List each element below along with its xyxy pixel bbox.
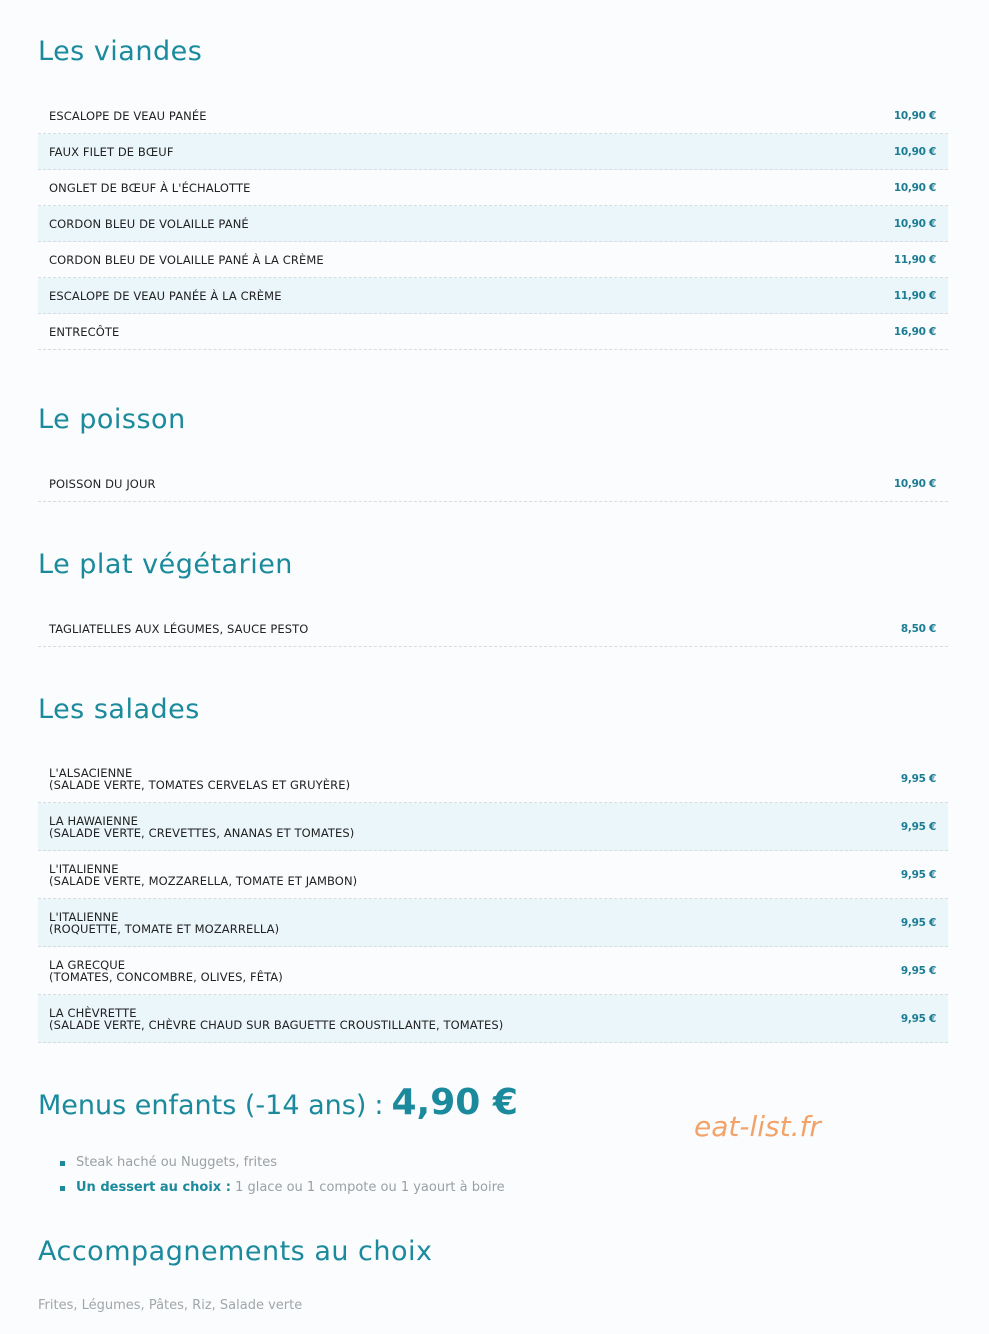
section-title-poisson: Le poisson [38, 404, 186, 435]
kids-menu-item-text: Steak haché ou Nuggets, frites [76, 1155, 278, 1170]
item-name: CORDON BLEU DE VOLAILLE PANÉ [49, 216, 249, 231]
item-price: 11,90 € [893, 289, 936, 302]
item-name: ESCALOPE DE VEAU PANÉE [49, 108, 207, 123]
item-name [49, 863, 357, 887]
section-title-accompagnements: Accompagnements au choix [38, 1236, 433, 1267]
section-title-vegetarien: Le plat végétarien [38, 549, 293, 580]
salad-description: (TOMATES, CONCOMBRE, OLIVES, FÊTA) [49, 969, 283, 984]
salad-description: (SALADE VERTE, MOZZARELLA, TOMATE ET JAMBON) [49, 873, 358, 888]
menu-item [38, 466, 948, 502]
item-price: 10,90 € [893, 181, 936, 194]
item-name: FAUX FILET DE BŒUF [49, 144, 174, 159]
salad-name: LA CHÈVRETTE [49, 1005, 137, 1020]
item-name: TAGLIATELLES AUX LÉGUMES, SAUCE PESTO [49, 621, 309, 636]
item-name: ENTRECÔTE [49, 324, 120, 339]
item-price: 9,95 € [900, 868, 936, 881]
menu-item [38, 98, 948, 134]
item-name [49, 911, 279, 935]
menu-item [38, 755, 948, 803]
menu-item [38, 278, 948, 314]
menu-item [38, 206, 948, 242]
salad-description: (SALADE VERTE, CREVETTES, ANANAS ET TOMATES) [49, 825, 355, 840]
item-price: 16,90 € [893, 325, 936, 338]
item-price: 9,95 € [900, 916, 936, 929]
item-price: 9,95 € [900, 964, 936, 977]
item-name: CORDON BLEU DE VOLAILLE PANÉ À LA CRÈME [49, 252, 324, 267]
item-price: 10,90 € [893, 217, 936, 230]
kids-menu-price: 4,90 € [391, 1082, 518, 1123]
section-title-viandes: Les viandes [38, 36, 203, 67]
item-name [49, 767, 350, 791]
item-name [49, 959, 283, 983]
salad-description: (ROQUETTE, TOMATE ET MOZARRELLA) [49, 921, 280, 936]
kids-menu-item [60, 1152, 505, 1177]
menu-item [38, 134, 948, 170]
salad-name: LA GRECQUE [49, 957, 126, 972]
salad-name: L'ITALIENNE [49, 909, 119, 924]
item-name: ESCALOPE DE VEAU PANÉE À LA CRÈME [49, 288, 282, 303]
item-name: ONGLET DE BŒUF À L'ÉCHALOTTE [49, 180, 251, 195]
salad-description: (SALADE VERTE, CHÈVRE CHAUD SUR BAGUETTE CROUSTILLANTE, TOMATES) [49, 1017, 504, 1032]
menu-list-salades [38, 755, 948, 1043]
item-price: 10,90 € [893, 477, 936, 490]
item-price: 11,90 € [893, 253, 936, 266]
menu-item [38, 170, 948, 206]
item-price: 9,95 € [900, 1012, 936, 1025]
item-name: POISSON DU JOUR [49, 476, 156, 491]
item-name [49, 815, 354, 839]
salad-name: L'ITALIENNE [49, 861, 119, 876]
salad-description: (SALADE VERTE, TOMATES CERVELAS ET GRUYÈRE) [49, 777, 351, 792]
kids-menu-item [60, 1177, 505, 1202]
sides-text: Frites, Légumes, Pâtes, Riz, Salade verte [38, 1298, 303, 1313]
item-price: 10,90 € [893, 145, 936, 158]
watermark: eat-list.fr [694, 1110, 821, 1143]
menu-item [38, 242, 948, 278]
salad-name: LA HAWAIENNE [49, 813, 139, 828]
menu-list-vegetarien [38, 611, 948, 647]
kids-menu-title [38, 1082, 518, 1123]
item-price: 10,90 € [893, 109, 936, 122]
kids-menu-list [60, 1152, 505, 1202]
menu-item [38, 995, 948, 1043]
menu-item [38, 947, 948, 995]
kids-menu-item-strong: Un dessert au choix : [76, 1180, 231, 1195]
item-price: 9,95 € [900, 820, 936, 833]
salad-name: L'ALSACIENNE [49, 765, 133, 780]
menu-item [38, 899, 948, 947]
menu-item [38, 851, 948, 899]
menu-item [38, 611, 948, 647]
menu-list-viandes [38, 98, 948, 350]
menu-item [38, 803, 948, 851]
item-price: 9,95 € [900, 772, 936, 785]
item-name [49, 1007, 503, 1031]
menu-item [38, 314, 948, 350]
item-price: 8,50 € [900, 622, 936, 635]
kids-menu-label: Menus enfants (-14 ans) [38, 1090, 367, 1121]
kids-menu-separator: : [374, 1090, 384, 1121]
kids-menu-item-text: 1 glace ou 1 compote ou 1 yaourt à boire [235, 1180, 505, 1195]
menu-list-poisson [38, 466, 948, 502]
section-title-salades: Les salades [38, 694, 200, 725]
